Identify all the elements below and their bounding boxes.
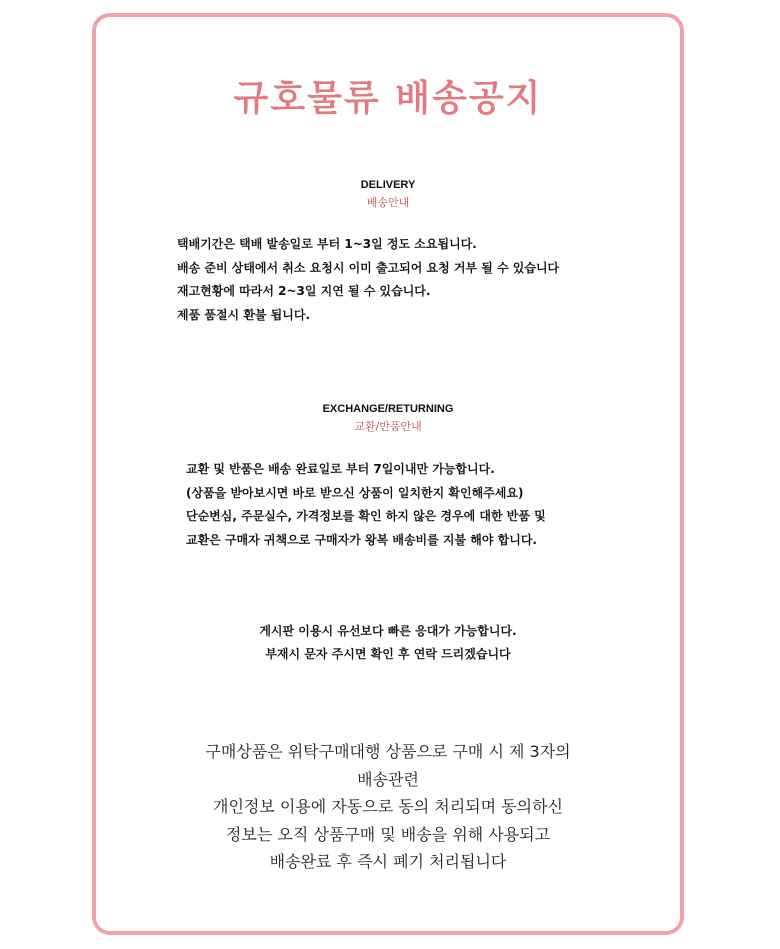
delivery-line: 재고현황에 따라서 2~3일 지연 될 수 있습니다.: [177, 284, 431, 298]
board-line: 게시판 이용시 유선보다 빠른 응대가 가능합니다.: [259, 624, 517, 638]
exchange-line: 교환은 구매자 귀책으로 구매자가 왕복 배송비를 지불 해야 합니다.: [186, 532, 537, 547]
privacy-line: 배송관련: [357, 769, 419, 789]
delivery-line: 택배기간은 택배 발송일로 부터 1~3일 정도 소요됩니다.: [177, 237, 477, 251]
board-notice-list: [92, 620, 684, 666]
exchange-subheading: 교환/반품안내: [354, 420, 422, 433]
delivery-line: 배송 준비 상태에서 취소 요청시 이미 출고되어 요청 거부 될 수 있습니다: [177, 260, 560, 275]
page-title: 규호물류 배송공지: [233, 78, 543, 119]
delivery-info-list: [177, 233, 559, 327]
privacy-line: 구매상품은 위탁구매대행 상품으로 구매 시 제 3자의: [205, 742, 571, 761]
privacy-line: 정보는 오직 상품구매 및 배송을 위해 사용되고: [225, 824, 551, 844]
delivery-heading: DELIVERY: [360, 179, 416, 191]
privacy-line: 개인정보 이용에 자동으로 동의 처리되며 동의하신: [212, 797, 563, 816]
exchange-line: (상품을 받아보시면 바로 받으신 상품이 일치한지 확인해주세요): [186, 485, 524, 500]
privacy-notice-list: [92, 738, 684, 876]
exchange-line: 교환 및 반품은 배송 완료일로 부터 7일이내만 가능합니다.: [186, 462, 495, 476]
delivery-subheading: 배송안내: [366, 196, 410, 209]
exchange-line: 단순변심, 주문실수, 가격정보를 확인 하지 않은 경우에 대한 반품 및: [186, 509, 546, 523]
exchange-info-list: [186, 458, 546, 552]
board-line: 부재시 문자 주시면 확인 후 연락 드리겠습니다: [265, 647, 511, 661]
delivery-line: 제품 품절시 환불 됩니다.: [177, 307, 311, 322]
privacy-line: 배송완료 후 즉시 폐기 처리됩니다: [269, 852, 507, 871]
exchange-heading: EXCHANGE/RETURNING: [322, 403, 454, 415]
